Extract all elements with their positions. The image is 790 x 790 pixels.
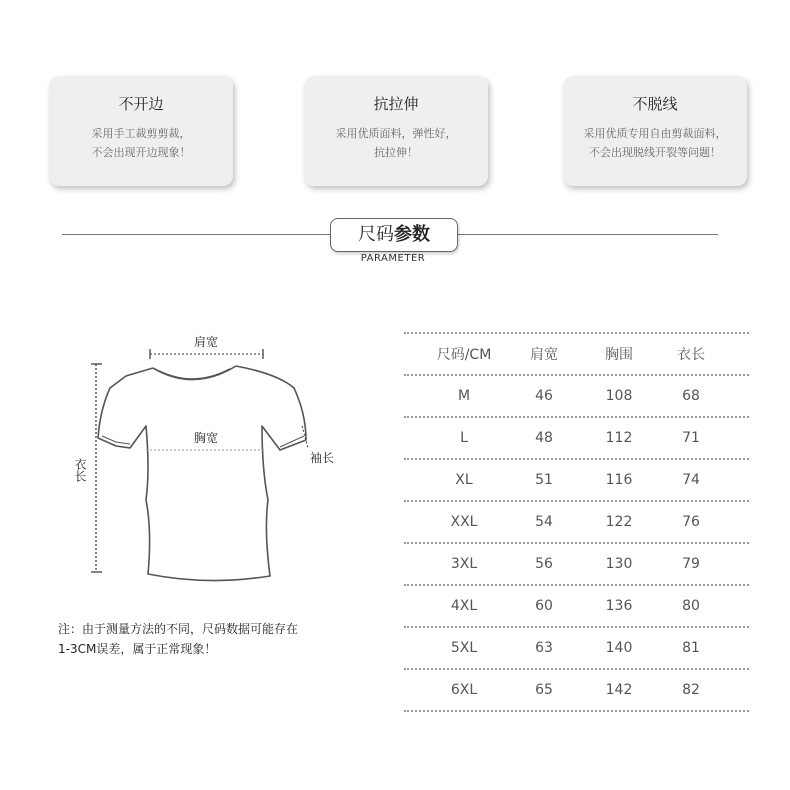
measurement-note	[58, 619, 358, 659]
cell-length: 79	[682, 556, 700, 572]
label-length: 衣长	[73, 458, 87, 482]
section-title-bold: 参数	[394, 224, 430, 245]
cell-shoulder: 46	[535, 388, 553, 404]
length-measure-line	[91, 364, 102, 572]
cell-chest: 142	[605, 682, 633, 698]
feature-title: 抗拉伸	[373, 95, 419, 113]
section-title-normal: 尺码	[358, 224, 394, 245]
feature-desc-line: 采用优质专用自由剪裁面料，	[583, 127, 727, 140]
table-header-row	[404, 334, 749, 374]
cell-chest: 112	[605, 430, 633, 446]
section-subtitle: PARAMETER	[360, 253, 426, 264]
header-chest: 胸围	[605, 347, 633, 363]
cell-chest: 140	[605, 640, 633, 656]
header-size: 尺码/CM	[436, 347, 492, 363]
cell-size: 6XL	[450, 682, 478, 698]
cell-size: 5XL	[450, 640, 478, 656]
feature-desc-line: 采用优质面料，弹性好，	[335, 127, 457, 140]
table-row	[404, 502, 749, 542]
table-row	[404, 418, 749, 458]
cell-shoulder: 65	[535, 682, 553, 698]
cell-chest: 108	[605, 388, 633, 404]
cell-length: 74	[682, 472, 700, 488]
cell-length: 68	[682, 388, 700, 404]
cell-size: XXL	[450, 514, 478, 530]
table-row	[404, 586, 749, 626]
feature-desc-line: 抗拉伸！	[374, 146, 418, 159]
feature-desc	[304, 124, 488, 162]
label-chest: 胸宽	[193, 431, 219, 445]
label-shoulder: 肩宽	[193, 335, 219, 349]
cell-shoulder: 63	[535, 640, 553, 656]
cell-length: 82	[682, 682, 700, 698]
header-shoulder: 肩宽	[530, 347, 558, 363]
cell-size: 4XL	[450, 598, 478, 614]
feature-title: 不开边	[118, 95, 164, 113]
tshirt-diagram	[58, 330, 358, 590]
table-row	[404, 670, 749, 710]
feature-card-anti-stretch	[304, 76, 488, 186]
feature-desc-line: 采用手工裁剪剪裁，	[91, 127, 191, 140]
table-row	[404, 628, 749, 668]
cell-shoulder: 48	[535, 430, 553, 446]
feature-title: 不脱线	[632, 95, 678, 113]
cell-length: 76	[682, 514, 700, 530]
table-row	[404, 544, 749, 584]
header-divider-left	[62, 234, 330, 235]
cell-length: 81	[682, 640, 700, 656]
header-length: 衣长	[677, 347, 705, 363]
cell-length: 71	[682, 430, 700, 446]
feature-desc-line: 不会出现脱线开裂等问题！	[589, 146, 721, 159]
cell-chest: 136	[605, 598, 633, 614]
row-divider	[404, 710, 749, 712]
cell-length: 80	[682, 598, 700, 614]
cell-chest: 116	[605, 472, 633, 488]
section-title	[330, 218, 458, 252]
header-divider-right	[456, 234, 718, 235]
cell-size: M	[457, 388, 471, 404]
cell-chest: 122	[605, 514, 633, 530]
size-table	[404, 332, 749, 712]
table-row	[404, 460, 749, 500]
feature-card-no-unravel	[563, 76, 747, 186]
feature-card-no-edge	[49, 76, 233, 186]
note-line: 注：由于测量方法的不同，尺码数据可能存在	[58, 622, 299, 636]
feature-desc-line: 不会出现开边现象！	[91, 146, 191, 159]
cell-shoulder: 51	[535, 472, 553, 488]
label-sleeve: 袖长	[309, 451, 335, 465]
tshirt-outline-icon	[98, 366, 306, 581]
cell-shoulder: 60	[535, 598, 553, 614]
table-row	[404, 376, 749, 416]
cell-shoulder: 54	[535, 514, 553, 530]
cell-size: 3XL	[450, 556, 478, 572]
note-line: 1-3CM误差，属于正常现象！	[58, 642, 217, 656]
feature-desc	[563, 124, 747, 162]
cell-size: L	[460, 430, 468, 446]
cell-shoulder: 56	[535, 556, 553, 572]
cell-size: XL	[455, 472, 473, 488]
feature-desc	[49, 124, 233, 162]
cell-chest: 130	[605, 556, 633, 572]
